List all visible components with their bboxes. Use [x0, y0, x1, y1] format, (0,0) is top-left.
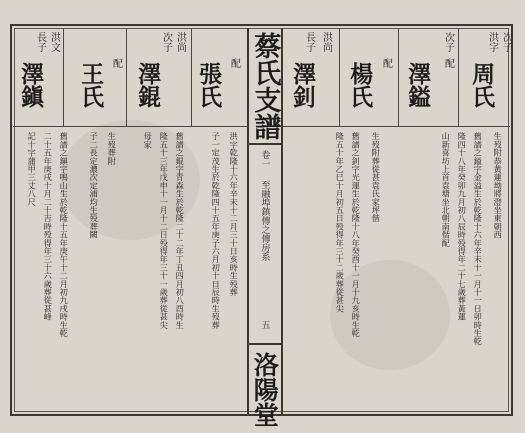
rank-label: 次子	[160, 32, 172, 52]
relation-label: 洪尚	[320, 32, 332, 52]
header-divider-left	[13, 126, 247, 127]
header-sep	[63, 28, 64, 126]
header-sep	[126, 28, 127, 126]
text-column: 隆五十三年戊申十一月十二日殁得年三十一歲葬從甚尖	[159, 132, 170, 329]
person-name: 澤釗	[289, 62, 317, 108]
spouse-label: 配	[442, 58, 454, 68]
text-column: 生歿附恭黃蓮坳將澄坐東朝西	[493, 132, 504, 239]
header-sep	[191, 28, 192, 126]
wife-name: 楊氏	[346, 62, 374, 108]
relation-label: 洪尚	[174, 32, 186, 52]
spouse-label: 配	[228, 58, 240, 68]
volume-label: 卷一	[259, 150, 270, 168]
header-sep	[339, 28, 340, 126]
relation-label: 洪文	[48, 32, 60, 52]
book-title: 蔡氏支譜	[249, 32, 281, 140]
text-column: 隆五十年乙巳十月初五日殁得年三十二歲葬從甚尖	[335, 132, 346, 313]
text-column: 生歿附葬從甚袁氏家坪偕	[371, 132, 382, 223]
header-sep	[458, 28, 459, 126]
text-column: 子一定茂生於乾隆四十五年庚子六月初十日辰時生歿葬	[211, 132, 222, 329]
rank-label: 長子	[34, 32, 46, 52]
text-column: 山新喜坊上首袁塘坐北朝南偕配	[441, 132, 452, 247]
header-sep	[398, 28, 399, 126]
spouse-label: 配	[380, 58, 392, 68]
text-column: 舊譜之錕字青森生於乾隆二十二年丁丑四月初八酉時生	[175, 132, 186, 329]
band-divider	[249, 343, 281, 345]
text-column: 二十五年庚戌十月二十吉時殁得年三十六歲葬從甚峰	[43, 132, 54, 321]
rank-label: 次子	[442, 32, 454, 52]
header-divider-right	[283, 126, 510, 127]
text-column: 舊譜之鎭字鳴山生於乾隆十五年庚午十二月初九戌時生乾	[59, 132, 70, 337]
text-column: 母家	[143, 132, 154, 149]
wife-name: 王氏	[77, 62, 105, 108]
person-name: 澤錕	[134, 62, 162, 108]
relation-label: 洪字	[486, 32, 498, 52]
wife-name: 周氏	[468, 62, 496, 108]
text-column: 舊譜之鎰字金溢生於乾隆十六年辛未十一月十一日卯時生乾	[473, 132, 484, 346]
person-name: 澤鎭	[17, 62, 45, 108]
page-number: 五	[259, 320, 270, 329]
text-column: 洪字乾隆十六年辛未十二月三十日亥時生殁葬	[229, 132, 240, 296]
spouse-label: 配	[110, 58, 122, 68]
wife-name: 張氏	[195, 62, 223, 108]
text-column: 隆四十八年癸卯九月初八辰時殁得年二十七歲葬黃蓮	[457, 132, 468, 321]
text-column: 舊譜之釗字光運生於乾隆十八年癸酉十一月十九亥時生乾	[351, 132, 362, 337]
hall-name: 洛陽堂	[250, 352, 280, 427]
text-column: 記十字蒲甲三丈八尺	[27, 132, 38, 206]
text-column: 生歿葬附	[107, 132, 118, 165]
person-name: 澤鎰	[404, 62, 432, 108]
text-column: 子二長定濃次定浦均生殁葬闕	[89, 132, 100, 239]
section-label: 至融埠鎮傳之傳房系	[259, 180, 270, 261]
band-divider	[249, 143, 281, 145]
rank-label: 長子	[303, 32, 315, 52]
rank-label: 次子	[500, 32, 512, 52]
